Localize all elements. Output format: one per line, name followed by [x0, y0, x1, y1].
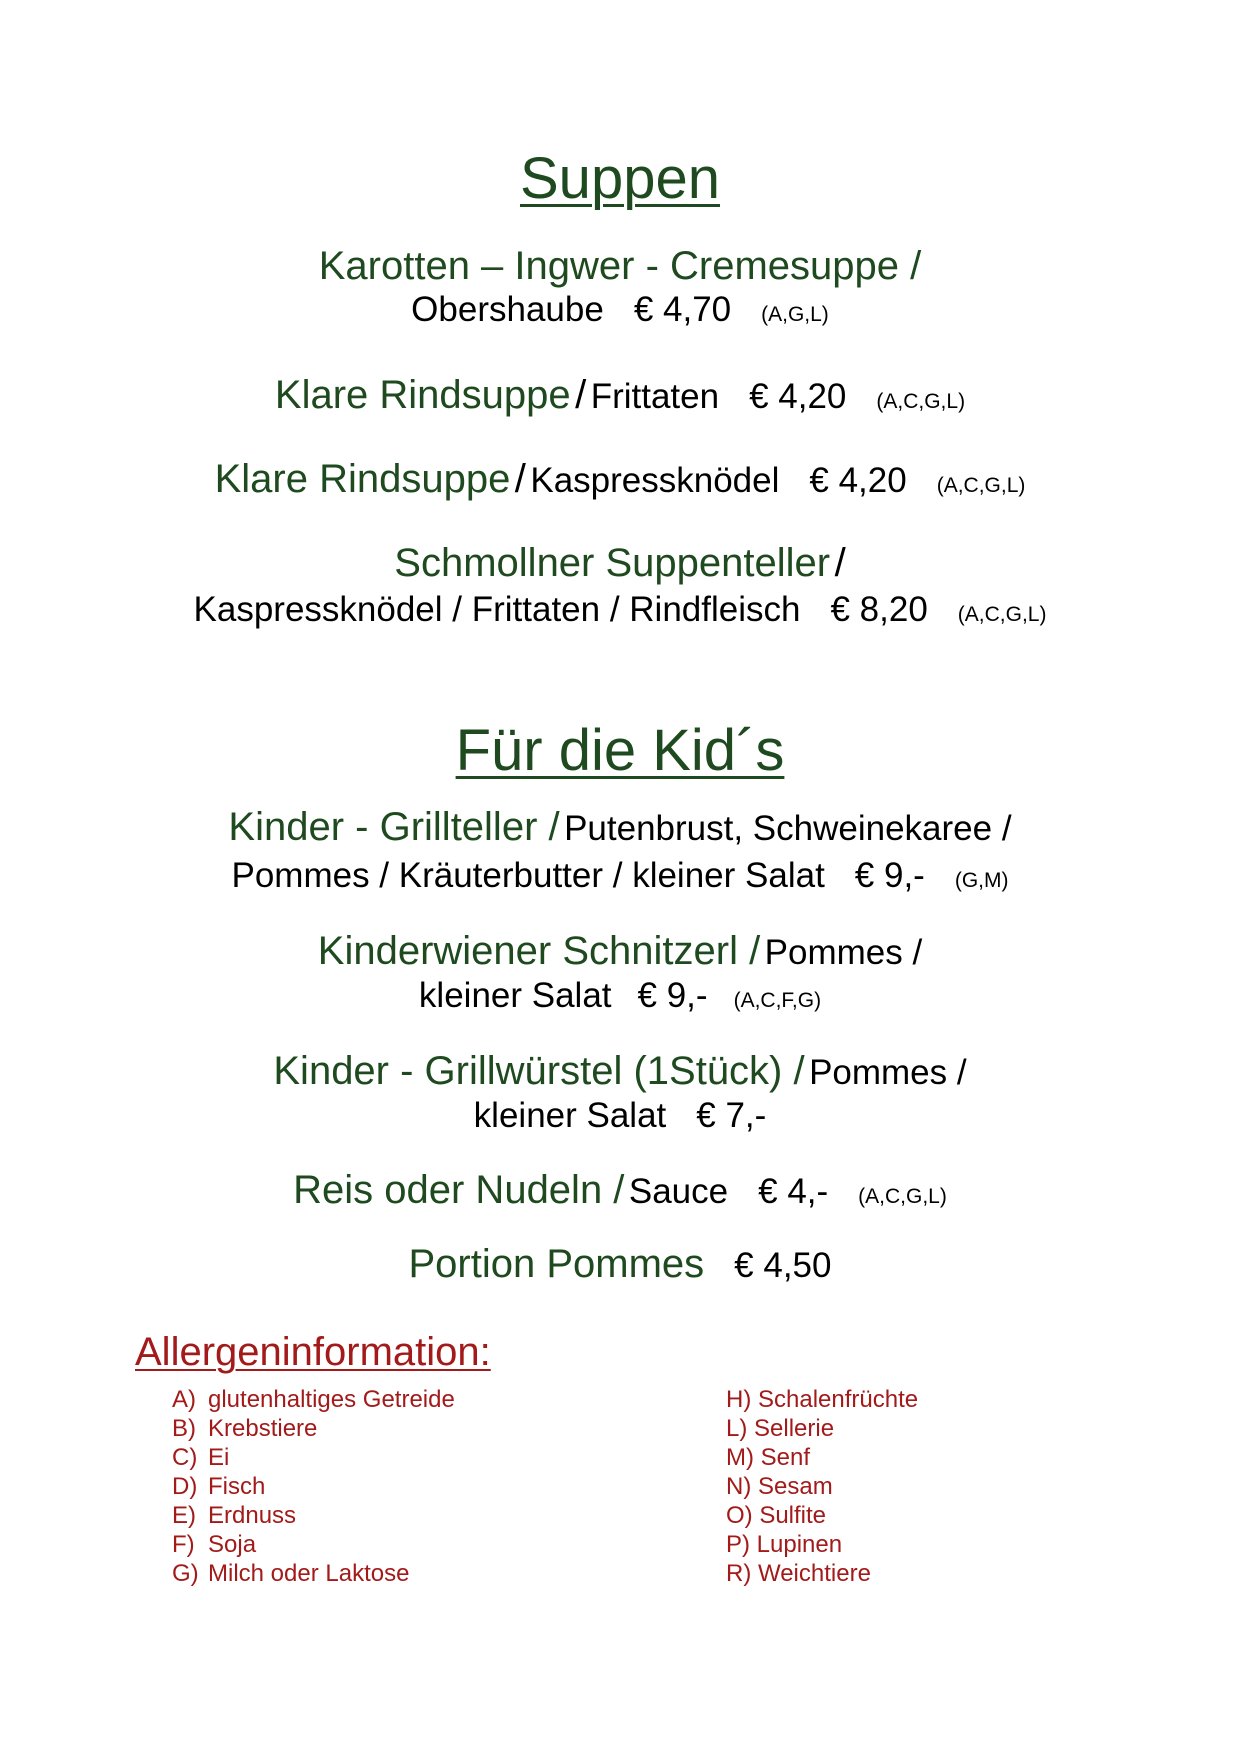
kids-4-line — [0, 1168, 1240, 1213]
kids-2-name: Kinderwiener Schnitzerl / — [317, 929, 761, 973]
soup-4-name: Schmollner Suppenteller — [394, 541, 831, 585]
kids-4-name: Reis oder Nudeln / — [293, 1168, 625, 1212]
kids-3-name: Kinder - Grillwürstel (1Stück) / — [273, 1049, 805, 1093]
soup-4-separator: / — [834, 541, 846, 585]
soup-4-detail-line — [0, 590, 1240, 630]
allergen-list-right — [726, 1385, 918, 1588]
kids-5-line — [0, 1242, 1240, 1287]
soup-1-name: Karotten – Ingwer - Cremesuppe / — [318, 244, 922, 288]
soup-2-price: € 4,20 — [749, 377, 847, 416]
soup-4-detail: Kaspressknödel / Frittaten / Rindfleisch — [193, 590, 801, 629]
kids-3-title-line — [0, 1049, 1240, 1094]
kids-1-detail-line1: Putenbrust, Schweinekaree / — [564, 809, 1012, 848]
kids-1-title-line — [0, 805, 1240, 850]
soup-2-line — [0, 373, 1240, 418]
soup-3-allergens: (A,C,G,L) — [936, 474, 1026, 497]
kids-3-price: € 7,- — [696, 1096, 767, 1135]
kids-4-detail: Sauce — [628, 1172, 729, 1211]
kids-heading: Für die Kid´s — [455, 718, 785, 783]
allergen-item: F) Soja — [172, 1531, 257, 1558]
allergen-item: N) Sesam — [726, 1473, 833, 1500]
soup-3-name: Klare Rindsuppe — [214, 457, 511, 501]
soup-1-allergens: (A,G,L) — [761, 303, 829, 326]
soup-4-allergens: (A,C,G,L) — [957, 603, 1047, 626]
soup-3-price: € 4,20 — [809, 461, 907, 500]
kids-5-price: € 4,50 — [734, 1246, 832, 1285]
soup-2-separator: / — [575, 373, 587, 417]
kids-2-title-line — [0, 929, 1240, 974]
soup-2-allergens: (A,C,G,L) — [876, 390, 966, 413]
soup-3-detail: Kaspressknödel — [530, 461, 780, 500]
allergen-item: C) Ei — [172, 1444, 230, 1471]
kids-2-detail-line2: kleiner Salat — [418, 976, 612, 1015]
soup-1-detail: Obershaube — [411, 290, 604, 329]
kids-1-allergens: (G,M) — [954, 869, 1009, 892]
kids-2-detail-line — [0, 976, 1240, 1016]
allergen-item: O) Sulfite — [726, 1502, 827, 1529]
allergen-item: H) Schalenfrüchte — [726, 1386, 919, 1413]
kids-1-name: Kinder - Grillteller / — [228, 805, 560, 849]
allergen-item: M) Senf — [726, 1444, 811, 1471]
soup-2-detail: Frittaten — [590, 377, 720, 416]
kids-4-price: € 4,- — [758, 1172, 829, 1211]
kids-4-allergens: (A,C,G,L) — [858, 1185, 947, 1208]
kids-3-detail-line — [0, 1096, 1240, 1136]
soup-3-separator: / — [514, 457, 526, 501]
allergen-item: R) Weichtiere — [726, 1560, 871, 1587]
kids-3-detail-line1: Pommes / — [809, 1053, 967, 1092]
allergen-item: P) Lupinen — [726, 1531, 843, 1558]
kids-3-detail-line2: kleiner Salat — [473, 1096, 667, 1135]
soup-2-name: Klare Rindsuppe — [274, 373, 571, 417]
allergen-item: D) Fisch — [172, 1473, 266, 1500]
allergen-item: B) Krebstiere — [172, 1415, 318, 1442]
kids-1-detail-line — [0, 856, 1240, 896]
soup-4-title-line — [0, 541, 1240, 586]
kids-5-name: Portion Pommes — [408, 1242, 705, 1286]
allergen-item: L) Sellerie — [726, 1415, 835, 1442]
kids-1-detail-line2: Pommes / Kräuterbutter / kleiner Salat — [231, 856, 825, 895]
soup-4-price: € 8,20 — [830, 590, 928, 629]
soup-1-price: € 4,70 — [633, 290, 732, 329]
kids-2-allergens: (A,C,F,G) — [733, 989, 822, 1012]
allergen-item: A) glutenhaltiges Getreide — [172, 1386, 455, 1413]
allergen-item: G) Milch oder Laktose — [172, 1560, 410, 1587]
soup-3-line — [0, 457, 1240, 502]
allergen-info-heading: Allergeninformation: — [135, 1330, 491, 1374]
allergen-list-left — [172, 1385, 455, 1588]
allergen-item: E) Erdnuss — [172, 1502, 297, 1529]
soups-heading: Suppen — [520, 146, 720, 211]
kids-1-price: € 9,- — [854, 856, 925, 895]
kids-2-detail-line1: Pommes / — [764, 933, 923, 972]
soup-1-detail-line — [0, 290, 1240, 330]
kids-2-price: € 9,- — [637, 976, 708, 1015]
